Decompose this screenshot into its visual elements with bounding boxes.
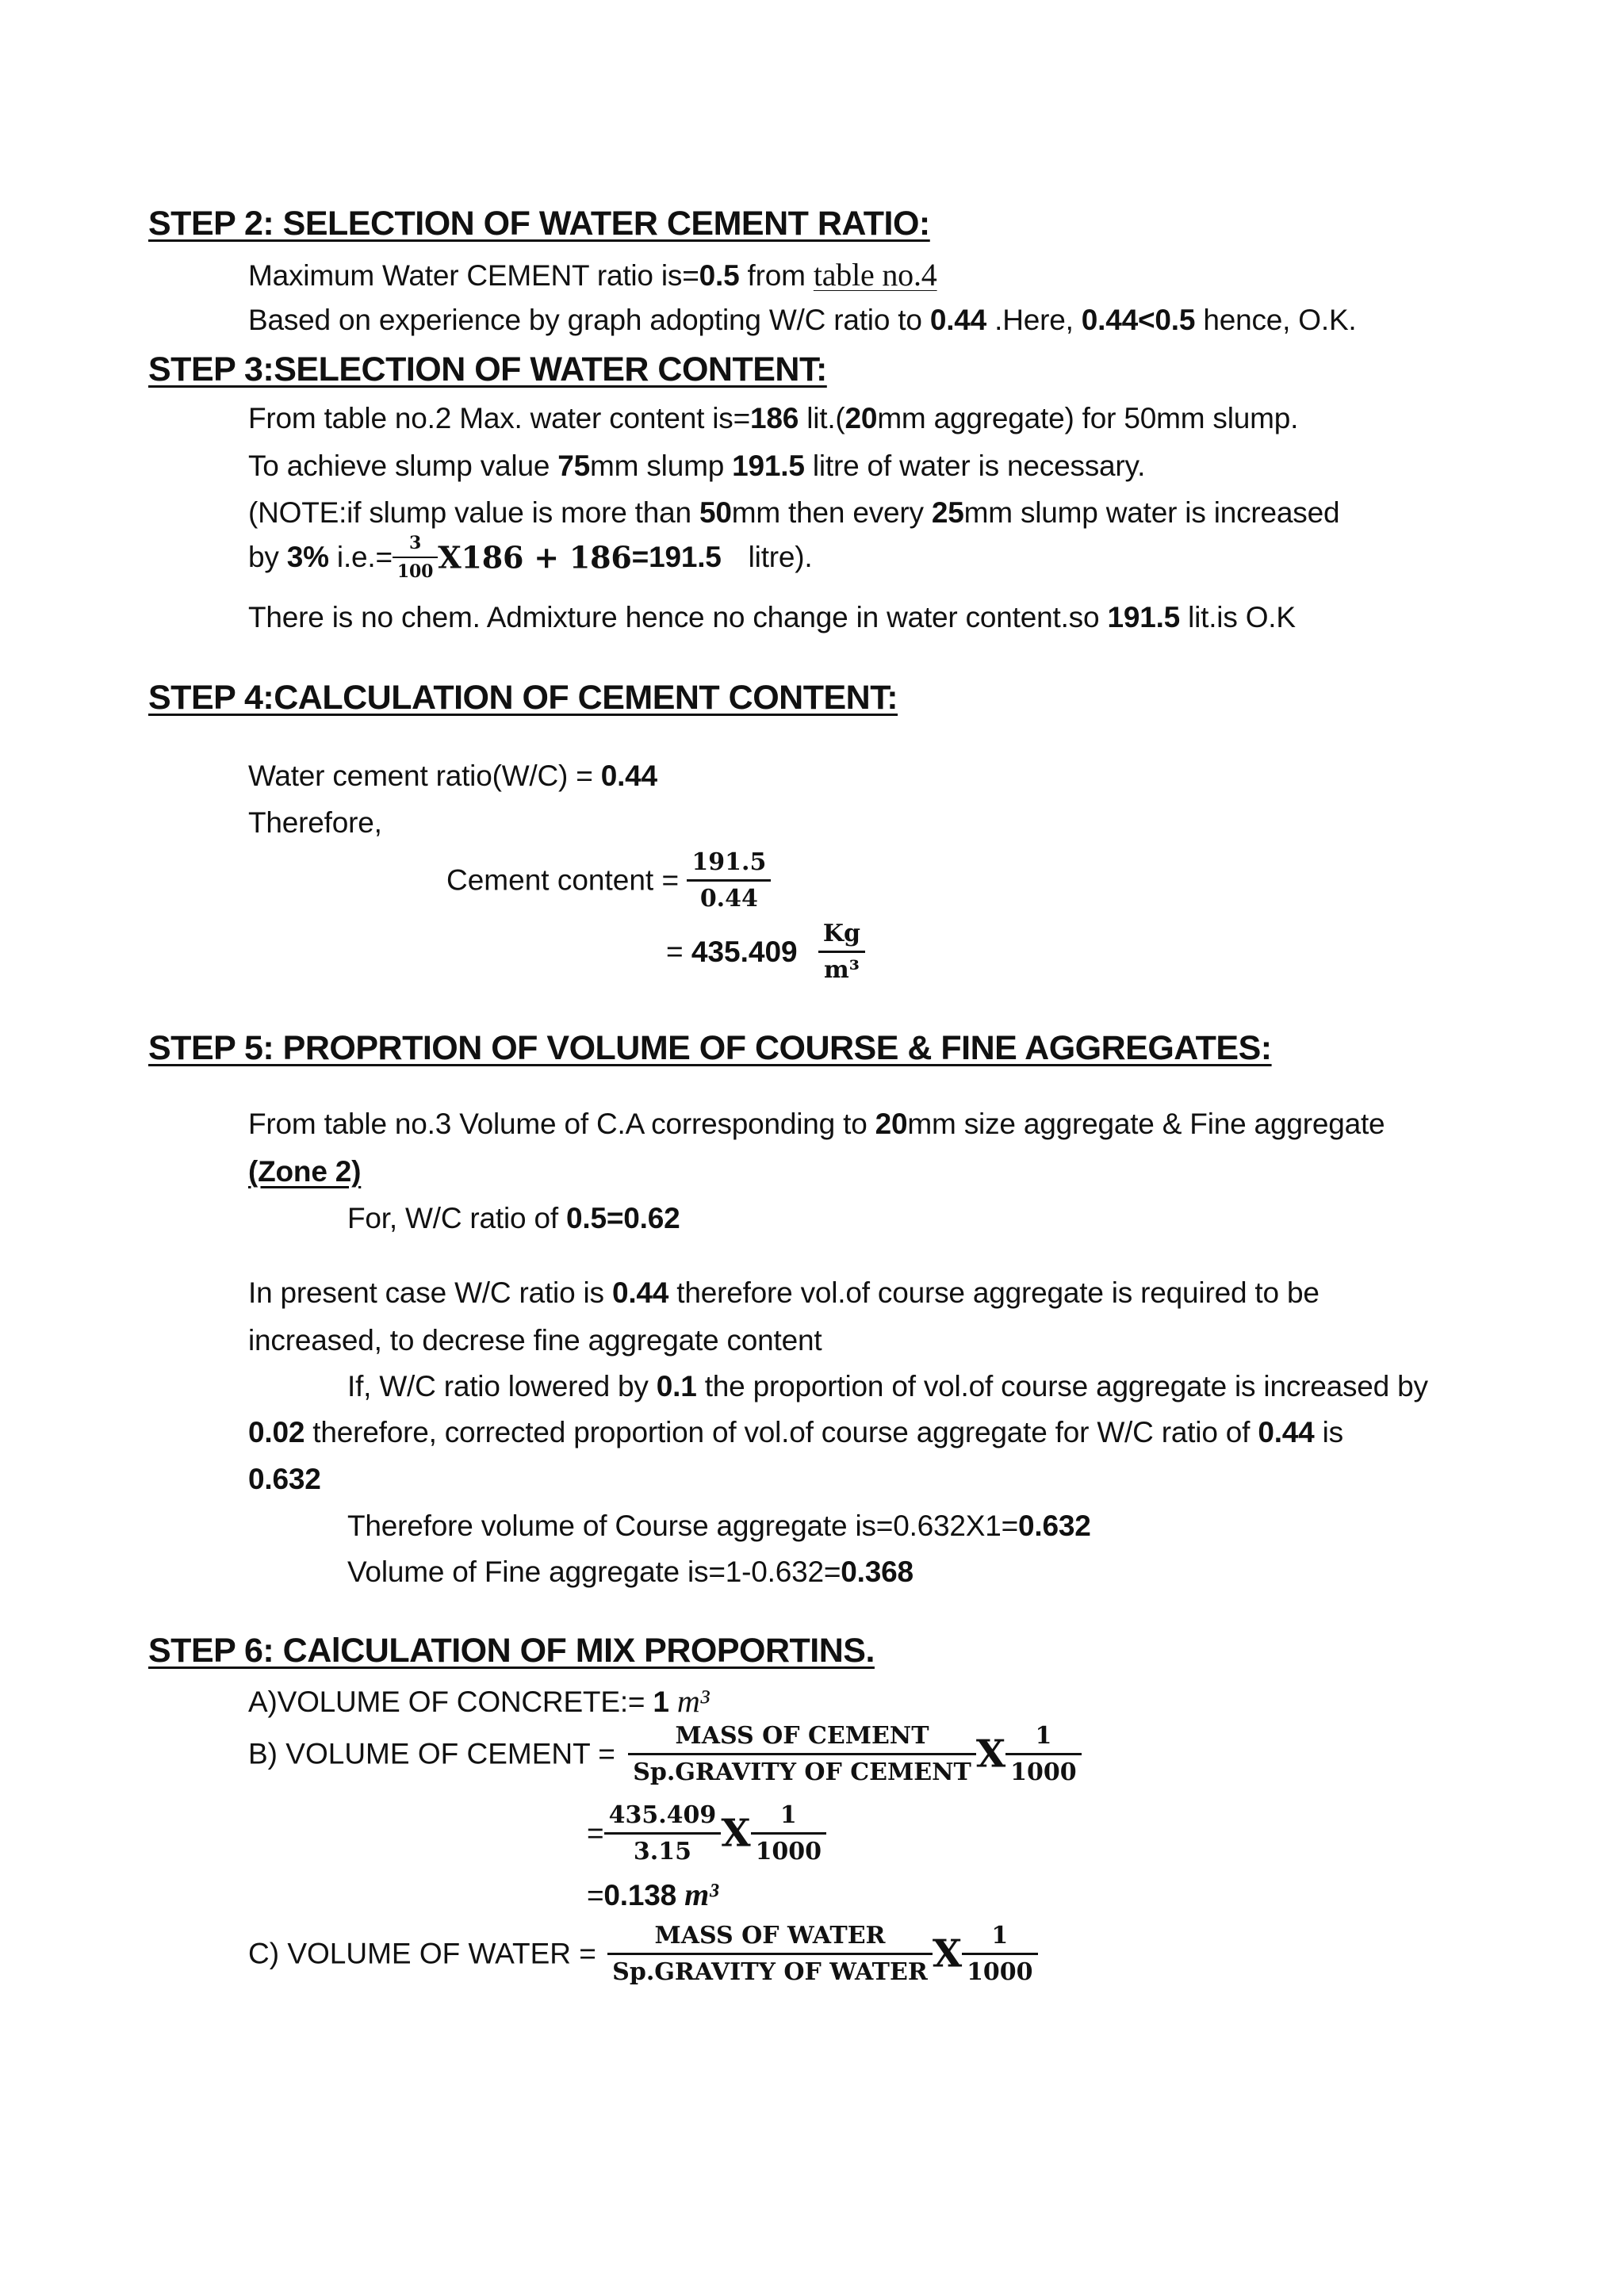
step3-line4: by 3% i.e.= $\frac{3}{100}$ X186 + 186=191.5 litre). — [248, 533, 813, 582]
step5-heading: STEP 5: PROPRTION OF VOLUME OF COURSE & FINE AGGREGATES: — [148, 1029, 1272, 1067]
step3-line5: There is no chem. Admixture hence no change in water content.so 191.5 lit.is O.K — [248, 601, 1296, 633]
step3-line3: (NOTE:if slump value is more than 50mm then every 25mm slump water is increased — [248, 496, 1340, 529]
step3-heading: STEP 3:SELECTION OF WATER CONTENT: — [148, 350, 827, 388]
one-over-thousand-fraction: $\frac{1}{1000}$ — [1005, 1722, 1082, 1786]
zone-label: (Zone 2) — [248, 1155, 362, 1188]
step3-fraction: $\frac{3}{100}$ — [393, 533, 438, 582]
cement-value-fraction: $\frac{435.409}{3.15}$ — [604, 1801, 722, 1866]
step2-heading: STEP 2: SELECTION OF WATER CEMENT RATIO: — [148, 205, 930, 243]
volume-of-water-formula: C) VOLUME OF WATER = $\frac{\text{MASS OF WATER}}{\text{Sp.GRAVITY OF WATER}}$ X $\frac{1}{1000}$ — [248, 1922, 1038, 1986]
one-over-thousand-fraction: $\frac{1}{1000}$ — [751, 1801, 827, 1866]
step5-para3: If, W/C ratio lowered by 0.1 the proportion of vol.of course aggregate is increased by — [347, 1370, 1428, 1402]
step6-heading: STEP 6: CAlCULATION OF MIX PROPORTINS. — [148, 1632, 875, 1670]
volume-of-cement-result: =0.138 m³ — [587, 1877, 718, 1912]
step2-line1: Maximum Water CEMENT ratio is=0.5 from table no.4 — [248, 257, 937, 293]
step5-para5: 0.632 — [248, 1463, 321, 1495]
step5-para2: increased, to decrese fine aggregate content — [248, 1324, 822, 1357]
step2-line2: Based on experience by graph adopting W/C ratio to 0.44 .Here, 0.44<0.5 hence, O.K. — [248, 304, 1357, 336]
fine-aggregate-volume: Volume of Fine aggregate is=1-0.632=0.368 — [347, 1556, 914, 1588]
step3-line2: To achieve slump value 75mm slump 191.5 litre of water is necessary. — [248, 450, 1146, 482]
coarse-aggregate-volume: Therefore volume of Course aggregate is=0.632X1=0.632 — [347, 1510, 1091, 1542]
cement-mass-fraction: $\frac{\text{MASS OF CEMENT}}{\text{Sp.GRAVITY OF CEMENT}}$ — [628, 1722, 976, 1786]
volume-of-cement-formula: B) VOLUME OF CEMENT = $\frac{\text{MASS OF CEMENT}}{\text{Sp.GRAVITY OF CEMENT}}$ X $\frac{1}{1000}$ — [248, 1722, 1082, 1786]
step5-line1: From table no.3 Volume of C.A corresponding to 20mm size aggregate & Fine aggregate — [248, 1108, 1385, 1140]
step5-para4: 0.02 therefore, corrected proportion of vol.of course aggregate for W/C ratio of 0.44 is — [248, 1416, 1343, 1448]
water-mass-fraction: $\frac{\text{MASS OF WATER}}{\text{Sp.GRAVITY OF WATER}}$ — [607, 1922, 933, 1986]
step4-line1: Water cement ratio(W/C) = 0.44 — [248, 760, 657, 792]
one-over-thousand-fraction: $\frac{1}{1000}$ — [962, 1922, 1038, 1986]
unit-kg-per-m3: $\frac{Kg}{\text{m³}}$ — [818, 920, 865, 984]
volume-of-cement-substitution: = $\frac{435.409}{3.15}$ X $\frac{1}{1000}$ — [587, 1801, 826, 1866]
step3-line1: From table no.2 Max. water content is=186 lit.(20mm aggregate) for 50mm slump. — [248, 402, 1299, 434]
cement-content-formula: Cement content = $\frac{191.5}{0.44}$ — [446, 848, 771, 913]
cement-content-fraction: $\frac{191.5}{0.44}$ — [687, 848, 771, 913]
step4-heading: STEP 4:CALCULATION OF CEMENT CONTENT: — [148, 679, 898, 717]
step4-line2: Therefore, — [248, 806, 382, 839]
step5-para1: In present case W/C ratio is 0.44 therefore vol.of course aggregate is required to be — [248, 1276, 1320, 1309]
step5-for-line: For, W/C ratio of 0.5=0.62 — [347, 1202, 680, 1234]
volume-of-concrete: A)VOLUME OF CONCRETE:= 1 m³ — [248, 1683, 710, 1719]
cement-content-result: = 435.409 $\frac{Kg}{\text{m³}}$ — [666, 920, 865, 984]
